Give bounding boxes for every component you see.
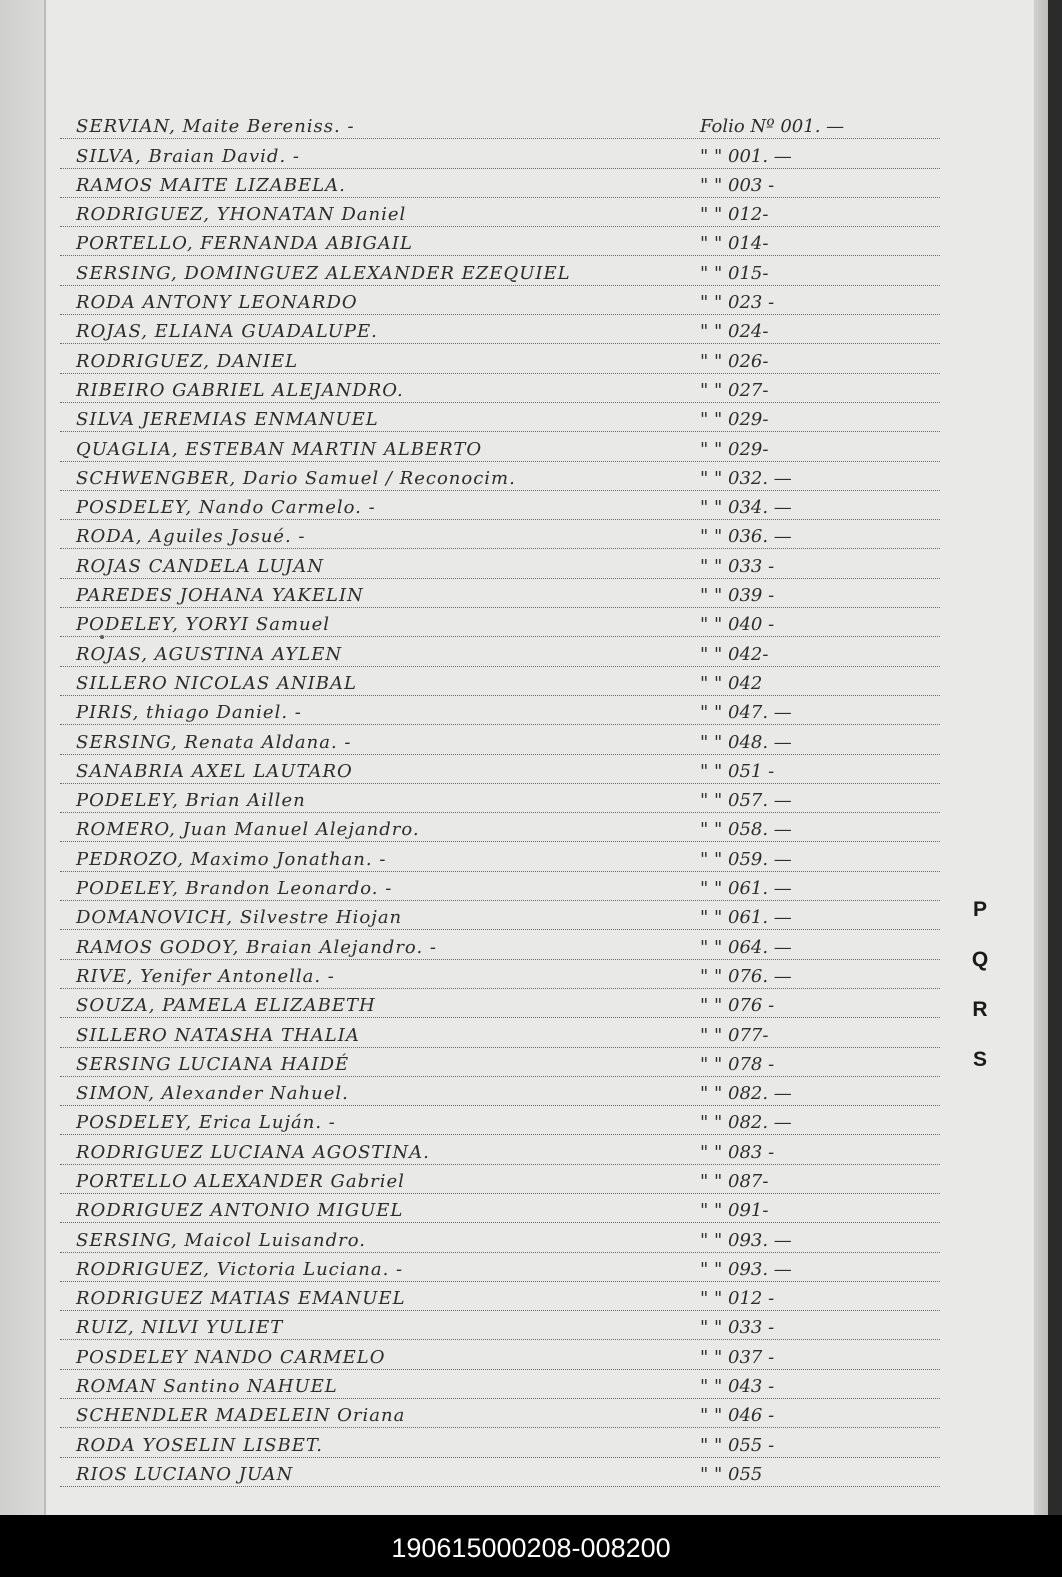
register-row xyxy=(60,1048,940,1077)
register-row xyxy=(60,491,940,520)
entry-folio: " " 061. — xyxy=(700,907,792,929)
entry-name: SERSING, DOMINGUEZ ALEXANDER EZEQUIEL xyxy=(76,262,571,284)
entry-name: SERVIAN, Maite Bereniss. - xyxy=(76,116,355,138)
entry-name: SOUZA, PAMELA ELIZABETH xyxy=(76,995,376,1017)
index-letter: S xyxy=(972,1048,987,1071)
register-row xyxy=(60,1340,940,1369)
index-letter: P xyxy=(972,898,987,921)
register-row xyxy=(60,667,940,696)
register-row xyxy=(60,1253,940,1282)
register-row xyxy=(60,1223,940,1252)
entry-folio: " " 029- xyxy=(700,438,769,460)
entry-name: SILVA JEREMIAS ENMANUEL xyxy=(76,409,379,431)
entry-folio: " " 023 - xyxy=(700,292,775,314)
register-row xyxy=(60,637,940,666)
register-row xyxy=(60,696,940,725)
entry-name: SERSING, Maicol Luisandro. xyxy=(76,1229,366,1251)
entry-name: ROMERO, Juan Manuel Alejandro. xyxy=(76,819,420,841)
entry-folio: " " 058. — xyxy=(700,819,792,841)
register-row xyxy=(60,872,940,901)
page-edge xyxy=(1034,0,1048,1515)
scan-footer xyxy=(0,1515,1062,1577)
entry-name: RODA ANTONY LEONARDO xyxy=(76,292,358,314)
register-row xyxy=(60,1458,940,1487)
register-row xyxy=(60,1311,940,1340)
register-entries xyxy=(60,110,940,1487)
entry-folio: " " 014- xyxy=(700,233,769,255)
register-row xyxy=(60,1135,940,1164)
register-row xyxy=(60,784,940,813)
register-row xyxy=(60,520,940,549)
register-row xyxy=(60,169,940,198)
entry-name: SILVA, Braian David. - xyxy=(76,145,300,167)
entry-folio: " " 043 - xyxy=(700,1376,775,1398)
entry-name: PODELEY, YORYI Samuel xyxy=(76,614,331,636)
index-letter: Q xyxy=(971,948,989,971)
entry-folio: " " 077- xyxy=(700,1024,769,1046)
entry-name: SCHENDLER MADELEIN Oriana xyxy=(76,1405,406,1427)
entry-name: QUAGLIA, ESTEBAN MARTIN ALBERTO xyxy=(76,438,483,460)
register-row xyxy=(60,1018,940,1047)
entry-name: RIOS LUCIANO JUAN xyxy=(76,1463,294,1485)
register-row xyxy=(60,579,940,608)
entry-name: RODRIGUEZ MATIAS EMANUEL xyxy=(76,1288,406,1310)
document-code: 190615000208-008200 xyxy=(391,1533,671,1563)
index-letters xyxy=(966,895,994,1095)
entry-name: RUIZ, NILVI YULIET xyxy=(76,1317,284,1339)
entry-folio: Folio Nº 001. — xyxy=(700,116,845,138)
entry-folio: " " 037 - xyxy=(700,1346,775,1368)
entry-folio: " " 051 - xyxy=(700,760,775,782)
entry-name: RODRIGUEZ, DANIEL xyxy=(76,350,299,372)
entry-name: SILLERO NICOLAS ANIBAL xyxy=(76,672,357,694)
register-row xyxy=(60,901,940,930)
entry-name: RODRIGUEZ ANTONIO MIGUEL xyxy=(76,1200,404,1222)
entry-folio: " " 093. — xyxy=(700,1229,792,1251)
entry-folio: " " 033 - xyxy=(700,1317,775,1339)
register-row xyxy=(60,960,940,989)
entry-folio: " " 055 xyxy=(700,1463,763,1485)
entry-name: POSDELEY, Nando Carmelo. - xyxy=(76,497,376,519)
entry-folio: " " 034. — xyxy=(700,497,792,519)
entry-folio: " " 012- xyxy=(700,204,769,226)
entry-name: SANABRIA AXEL LAUTARO xyxy=(76,760,353,782)
entry-name: RODRIGUEZ, Victoria Luciana. - xyxy=(76,1258,404,1280)
register-row xyxy=(60,1194,940,1223)
entry-folio: " " 026- xyxy=(700,350,769,372)
entry-name: RAMOS GODOY, Braian Alejandro. - xyxy=(76,936,437,958)
register-row xyxy=(60,198,940,227)
register-row xyxy=(60,755,940,784)
entry-folio: " " 047. — xyxy=(700,702,792,724)
entry-name: ROJAS, ELIANA GUADALUPE. xyxy=(76,321,378,343)
entry-folio: " " 012 - xyxy=(700,1288,775,1310)
register-row xyxy=(60,315,940,344)
entry-name: PIRIS, thiago Daniel. - xyxy=(76,702,302,724)
entry-folio: " " 001. — xyxy=(700,145,792,167)
register-row xyxy=(60,374,940,403)
entry-name: RODRIGUEZ LUCIANA AGOSTINA. xyxy=(76,1141,430,1163)
entry-name: ROJAS CANDELA LUJAN xyxy=(76,555,324,577)
entry-name: RODA YOSELIN LISBET. xyxy=(76,1434,323,1456)
entry-name: PEDROZO, Maximo Jonathan. - xyxy=(76,848,387,870)
register-row xyxy=(60,139,940,168)
entry-folio: " " 015- xyxy=(700,262,769,284)
register-row xyxy=(60,930,940,959)
entry-name: SIMON, Alexander Nahuel. xyxy=(76,1083,349,1105)
register-row xyxy=(60,286,940,315)
entry-name: SCHWENGBER, Dario Samuel / Reconocim. xyxy=(76,467,516,489)
entry-folio: " " 076. — xyxy=(700,965,792,987)
entry-name: DOMANOVICH, Silvestre Hiojan xyxy=(76,907,403,929)
entry-folio: " " 027- xyxy=(700,379,769,401)
register-row xyxy=(60,549,940,578)
entry-folio: " " 087- xyxy=(700,1170,769,1192)
entry-name: PODELEY, Brandon Leonardo. - xyxy=(76,878,393,900)
entry-folio: " " 057. — xyxy=(700,790,792,812)
register-row xyxy=(60,1399,940,1428)
register-row xyxy=(60,608,940,637)
entry-name: PODELEY, Brian Aillen xyxy=(76,790,306,812)
entry-folio: " " 040 - xyxy=(700,614,775,636)
entry-name: POSDELEY, Erica Luján. - xyxy=(76,1112,336,1134)
page-left-margin xyxy=(0,0,44,1515)
entry-folio: " " 032. — xyxy=(700,467,792,489)
entry-folio: " " 042- xyxy=(700,643,769,665)
entry-folio: " " 036. — xyxy=(700,526,792,548)
entry-name: RAMOS MAITE LIZABELA. xyxy=(76,174,346,196)
entry-folio: " " 078 - xyxy=(700,1053,775,1075)
entry-folio: " " 029- xyxy=(700,409,769,431)
register-row xyxy=(60,1428,940,1457)
entry-folio: " " 039 - xyxy=(700,585,775,607)
index-letter: R xyxy=(972,998,988,1021)
entry-name: POSDELEY NANDO CARMELO xyxy=(76,1346,386,1368)
entry-name: ROMAN Santino NAHUEL xyxy=(76,1376,338,1398)
register-row xyxy=(60,725,940,754)
register-row xyxy=(60,462,940,491)
entry-folio: " " 024- xyxy=(700,321,769,343)
entry-folio: " " 064. — xyxy=(700,936,792,958)
entry-name: SERSING, Renata Aldana. - xyxy=(76,731,352,753)
register-row xyxy=(60,1370,940,1399)
entry-name: RODA, Aguiles Josué. - xyxy=(76,526,306,548)
entry-name: PORTELLO, FERNANDA ABIGAIL xyxy=(76,233,413,255)
entry-name: RODRIGUEZ, YHONATAN Daniel xyxy=(76,204,407,226)
entry-folio: " " 091- xyxy=(700,1200,769,1222)
entry-name: RIVE, Yenifer Antonella. - xyxy=(76,965,335,987)
entry-folio: " " 093. — xyxy=(700,1258,792,1280)
register-row xyxy=(60,1165,940,1194)
entry-folio: " " 033 - xyxy=(700,555,775,577)
entry-name: SERSING LUCIANA HAIDÉ xyxy=(76,1053,350,1075)
entry-folio: " " 046 - xyxy=(700,1405,775,1427)
register-row xyxy=(60,110,940,139)
entry-folio: " " 055 - xyxy=(700,1434,775,1456)
register-row xyxy=(60,432,940,461)
register-row xyxy=(60,256,940,285)
entry-name: ROJAS, AGUSTINA AYLEN xyxy=(76,643,343,665)
entry-folio: " " 083 - xyxy=(700,1141,775,1163)
register-row xyxy=(60,813,940,842)
register-row xyxy=(60,227,940,256)
entry-folio: " " 003 - xyxy=(700,174,775,196)
entry-name: PAREDES JOHANA YAKELIN xyxy=(76,585,364,607)
register-row xyxy=(60,842,940,871)
register-row xyxy=(60,1282,940,1311)
entry-name: PORTELLO ALEXANDER Gabriel xyxy=(76,1170,405,1192)
register-row xyxy=(60,344,940,373)
entry-folio: " " 082. — xyxy=(700,1083,792,1105)
entry-folio: " " 059. — xyxy=(700,848,792,870)
entry-folio: " " 048. — xyxy=(700,731,792,753)
entry-folio: " " 061. — xyxy=(700,878,792,900)
register-row xyxy=(60,1077,940,1106)
entry-folio: " " 082. — xyxy=(700,1112,792,1134)
register-row xyxy=(60,989,940,1018)
entry-name: RIBEIRO GABRIEL ALEJANDRO. xyxy=(76,379,404,401)
entry-name: SILLERO NATASHA THALIA xyxy=(76,1024,360,1046)
entry-folio: " " 076 - xyxy=(700,995,775,1017)
register-row xyxy=(60,1106,940,1135)
entry-folio: " " 042 xyxy=(700,672,763,694)
register-row xyxy=(60,403,940,432)
